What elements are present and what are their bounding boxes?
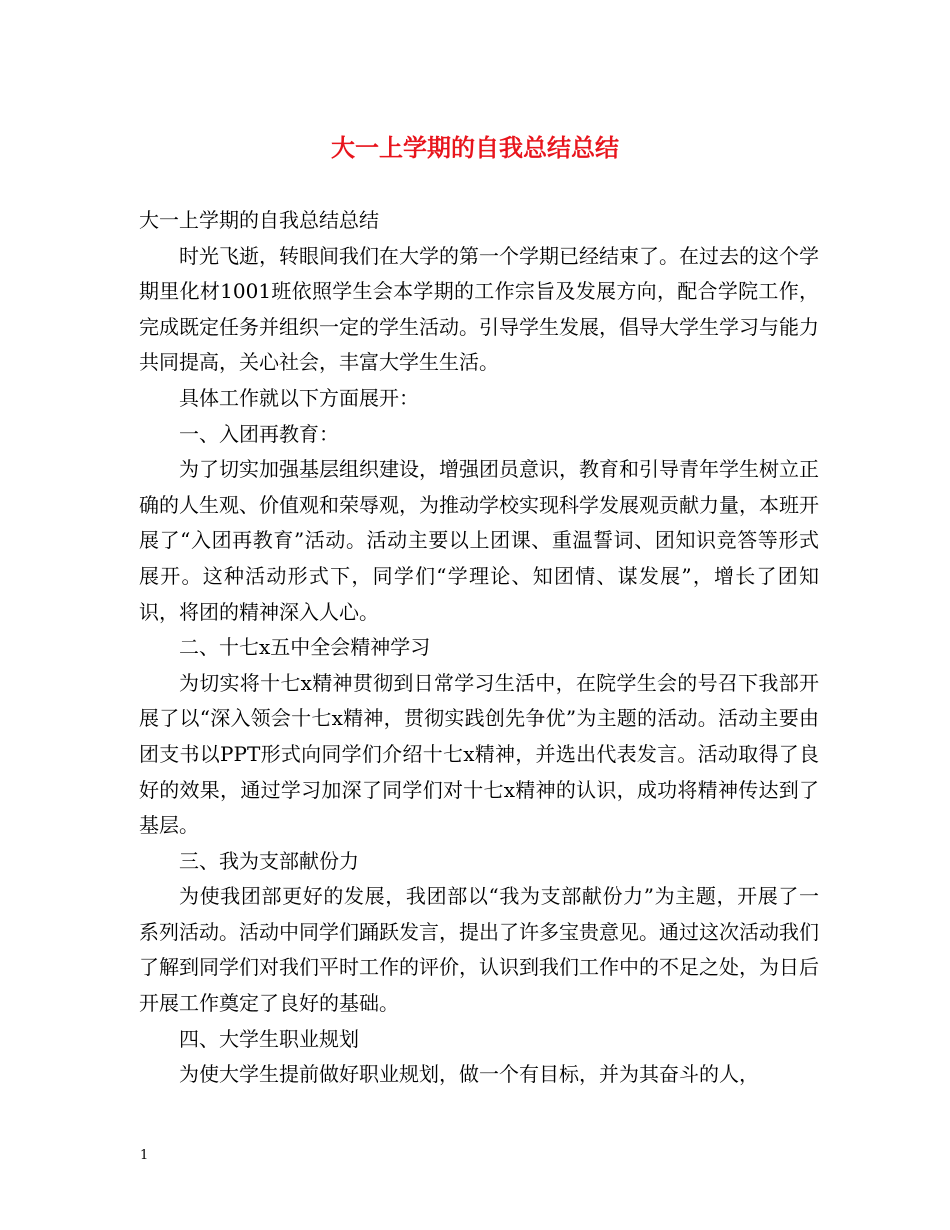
page-number: 1: [140, 1148, 149, 1163]
body-paragraph: 时光飞逝，转眼间我们在大学的第一个学期已经结束了。在过去的这个学期里化材1001班依照学生会本学期的工作宗旨及发展方向，配合学院工作，完成既定任务并组织一定的学生活动。引导学生发展，倡导大学生学习与能力共同提高，关心社会，丰富大学生生活。: [139, 243, 819, 375]
document-body: [139, 203, 819, 1093]
subtitle-paragraph: 大一上学期的自我总结总结: [139, 208, 379, 232]
document-title: 大一上学期的自我总结总结: [331, 133, 619, 162]
body-paragraph: 为使我团部更好的发展，我团部以“我为支部献份力”为主题，开展了一系列活动。活动中同学们踊跃发言，提出了许多宝贵意见。通过这次活动我们了解到同学们对我们平时工作的评价，认识到我们工作中的不足之处，为日后开展工作奠定了良好的基础。: [139, 884, 819, 1016]
body-paragraph: 为使大学生提前做好职业规划，做一个有目标，并为其奋斗的人，: [179, 1062, 759, 1087]
section-heading: 一、入团再教育：: [179, 421, 339, 446]
section-heading: 三、我为支部献份力: [179, 848, 359, 873]
section-heading: 二、十七x五中全会精神学习: [179, 635, 431, 660]
body-paragraph: 具体工作就以下方面展开：: [179, 385, 419, 410]
body-paragraph: 为切实将十七x精神贯彻到日常学习生活中，在院学生会的号召下我部开展了以“深入领会十七x精神，贯彻实践创先争优”为主题的活动。活动主要由团支书以PPT形式向同学们介绍十七x精神，并选出代表发言。活动取得了良好的效果，通过学习加深了同学们对十七x精神的认识，成功将精神传达到了基层。: [139, 670, 819, 838]
section-heading: 四、大学生职业规划: [179, 1026, 359, 1051]
body-paragraph: 为了切实加强基层组织建设，增强团员意识，教育和引导青年学生树立正确的人生观、价值观和荣辱观，为推动学校实现科学发展观贡献力量，本班开展了“入团再教育”活动。活动主要以上团课、重温誓词、团知识竞答等形式展开。这种活动形式下，同学们“学理论、知团情、谋发展”，增长了团知识，将团的精神深入人心。: [139, 457, 819, 624]
